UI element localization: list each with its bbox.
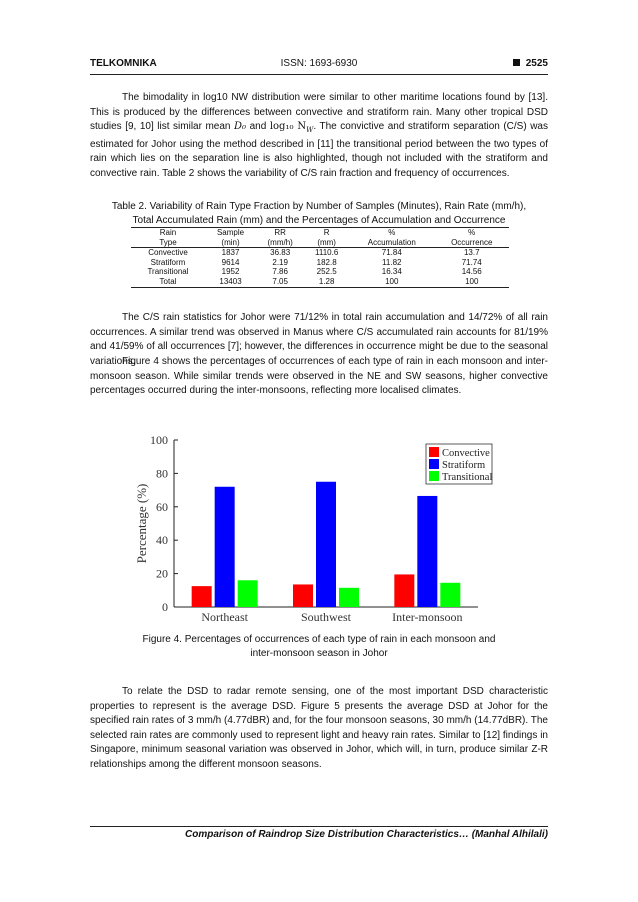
table-cell: 100 [385,276,399,286]
paragraph-2: The C/S rain statistics for Johor were 71/12% in total rain accumulation and 14/72% of all rain occurrences. A similar trend was observed in Manus where C/S accumulated rain accounts for 81/19% and 41/59% of all occurrences [7]; however, the differences in occurrence might be due to the seasonal variations. [90,312,548,367]
th-rr: RR [274,228,286,237]
x-tick-label: Northeast [201,610,248,624]
th-min: (min) [205,238,256,248]
table-row [131,258,509,268]
y-tick-label: 80 [156,466,168,481]
figure4-caption-line2: inter-monsoon season in Johor [250,648,388,659]
y-tick-label: 0 [162,600,168,614]
table-row [131,277,509,287]
bar-transitional-northeast [238,580,258,607]
th-mmh: (mm/h) [256,238,304,248]
journal-name: TELKOMNIKA [90,58,157,69]
footer-rule [90,826,548,827]
table-cell: 71.84 [381,248,402,258]
table-cell: 13.7 [463,248,480,258]
y-tick-label: 60 [156,499,168,514]
legend-entry: Stratiform [442,460,486,471]
table-cell: 182.8 [316,257,337,267]
para1-text-a: The bimodality in log10 NW distribution were similar to other maritime locations found by [13]. This is produced by the differences between convective and stratiform rain. Many other tropical DSD studies [9, 10] list similar mean [90,92,548,133]
table-cell: 71.74 [461,257,482,267]
th-pct-occur: % [468,228,476,237]
running-footer: Comparison of Raindrop Size Distribution Characteristics… (Manhal Alhilali) [184,829,548,840]
bar-transitional-southwest [339,588,359,607]
table-cell: 7.86 [272,267,288,277]
table-cell: 2.19 [272,257,288,267]
table2-caption [90,200,548,228]
table-cell: 100 [465,276,479,286]
table-cell: Transitional [147,267,189,277]
table-cell: 13403 [219,276,242,286]
page-number-wrap [513,58,548,69]
legend-entry: Convective [442,448,490,459]
bar-transitional-inter-monsoon [440,583,460,607]
para1-text-b: and [246,121,270,133]
paragraph-4: To relate the DSD to radar remote sensing, one of the most important DSD characteristic properties to represent is the average DSD. Figure 5 presents the average DSD at Johor for the specified rain rates of 3 mm/h (4.77dBR) and, for the four monsoon seasons, 30 mm/h (14.77dBR). The selected rain rates are commonly used to represent light and heavy rain rates. Similar to [12] findings in Singapore, minimum seasonal variation was observed in Johor, which will, in turn, produce similar Z-R relationships among the different monsoon seasons. [90,686,548,770]
figure4-caption [90,633,548,661]
symbol-log10-nw: log₁₀ N [269,121,307,133]
y-axis-label: Percentage (%) [134,483,149,564]
th-type: Type [131,238,205,248]
symbol-d0: D₀ [234,121,247,133]
table-cell: 1110.6 [315,248,339,258]
paragraph-3: Figure 4 shows the percentages of occurrences of each type of rain in each monsoon and inter-monsoon season. While similar trends were observed in the NE and SW seasons, higher convective percentages occurred during the inter-monsoons, reflecting more localised climates. [90,356,548,397]
table-2 [131,227,509,288]
bar-convective-southwest [293,584,313,607]
table-header-row-1 [131,228,509,238]
table-cell: 11.82 [382,257,402,267]
y-tick-label: 100 [150,433,168,447]
table-cell: 1.28 [318,276,335,286]
th-occurrence: Occurrence [434,238,509,248]
th-accumulation: Accumulation [349,238,434,248]
bar-convective-northeast [192,586,212,607]
table-cell: 9614 [221,257,240,267]
th-pct-accum: % [388,228,396,237]
issn: ISSN: 1693-6930 [280,58,358,69]
x-tick-label: Southwest [300,610,352,624]
x-tick-label: Inter-monsoon [392,610,463,624]
table-cell: 16.34 [381,267,402,277]
bar-stratiform-southwest [316,482,336,607]
table-cell: Total [159,276,177,286]
header-rule [90,74,548,75]
legend-swatch [429,471,439,481]
table-row [131,248,509,258]
table-cell: 36.83 [270,248,291,258]
th-r: R [323,228,330,237]
para1-text-c: . The convictive and stratiform separation (C/S) was estimated for Johor using the method described in [11] the transitional period between the two types of rain which lies on the separation line is also highlighted, though not included with the stratiform and convective rain. Table 2 shows the variability of C/S rain fraction and frequency of occurrences. [90,121,548,179]
table-cell: 1952 [221,267,240,277]
y-tick-label: 20 [156,566,168,581]
table-row [131,267,509,277]
page-number: 2525 [525,58,548,69]
table-header-row-2 [131,238,509,248]
table-cell: Stratiform [150,257,186,267]
symbol-nw-subscript: W [306,126,314,135]
running-header [90,58,548,74]
th-mm: (mm) [304,238,349,248]
y-tick-label: 40 [156,533,168,548]
legend-entry: Transitional [442,472,493,483]
bar-convective-inter-monsoon [394,574,414,607]
figure-4-chart [136,430,506,630]
th-rain: Rain [159,228,177,237]
table-cell: 1837 [221,248,240,258]
table2-caption-line2: Total Accumulated Rain (mm) and the Percentages of Accumulation and Occurrence [132,215,506,226]
legend-swatch [429,459,439,469]
square-bullet-icon [513,59,520,66]
bar-stratiform-inter-monsoon [417,496,437,607]
table-cell: 14.56 [461,267,482,277]
table-cell: 7.05 [272,276,288,286]
bar-stratiform-northeast [215,487,235,607]
th-sample: Sample [216,228,245,237]
legend-swatch [429,447,439,457]
table2-caption-line1: Table 2. Variability of Rain Type Fraction by Number of Samples (Minutes), Rain Rate (mm/h), [111,201,527,212]
table-cell: Convective [148,248,188,258]
paragraph-1 [90,91,548,182]
figure4-caption-line1: Figure 4. Percentages of occurrences of each type of rain in each monsoon and [142,634,496,645]
table-cell: 252.5 [316,267,337,277]
